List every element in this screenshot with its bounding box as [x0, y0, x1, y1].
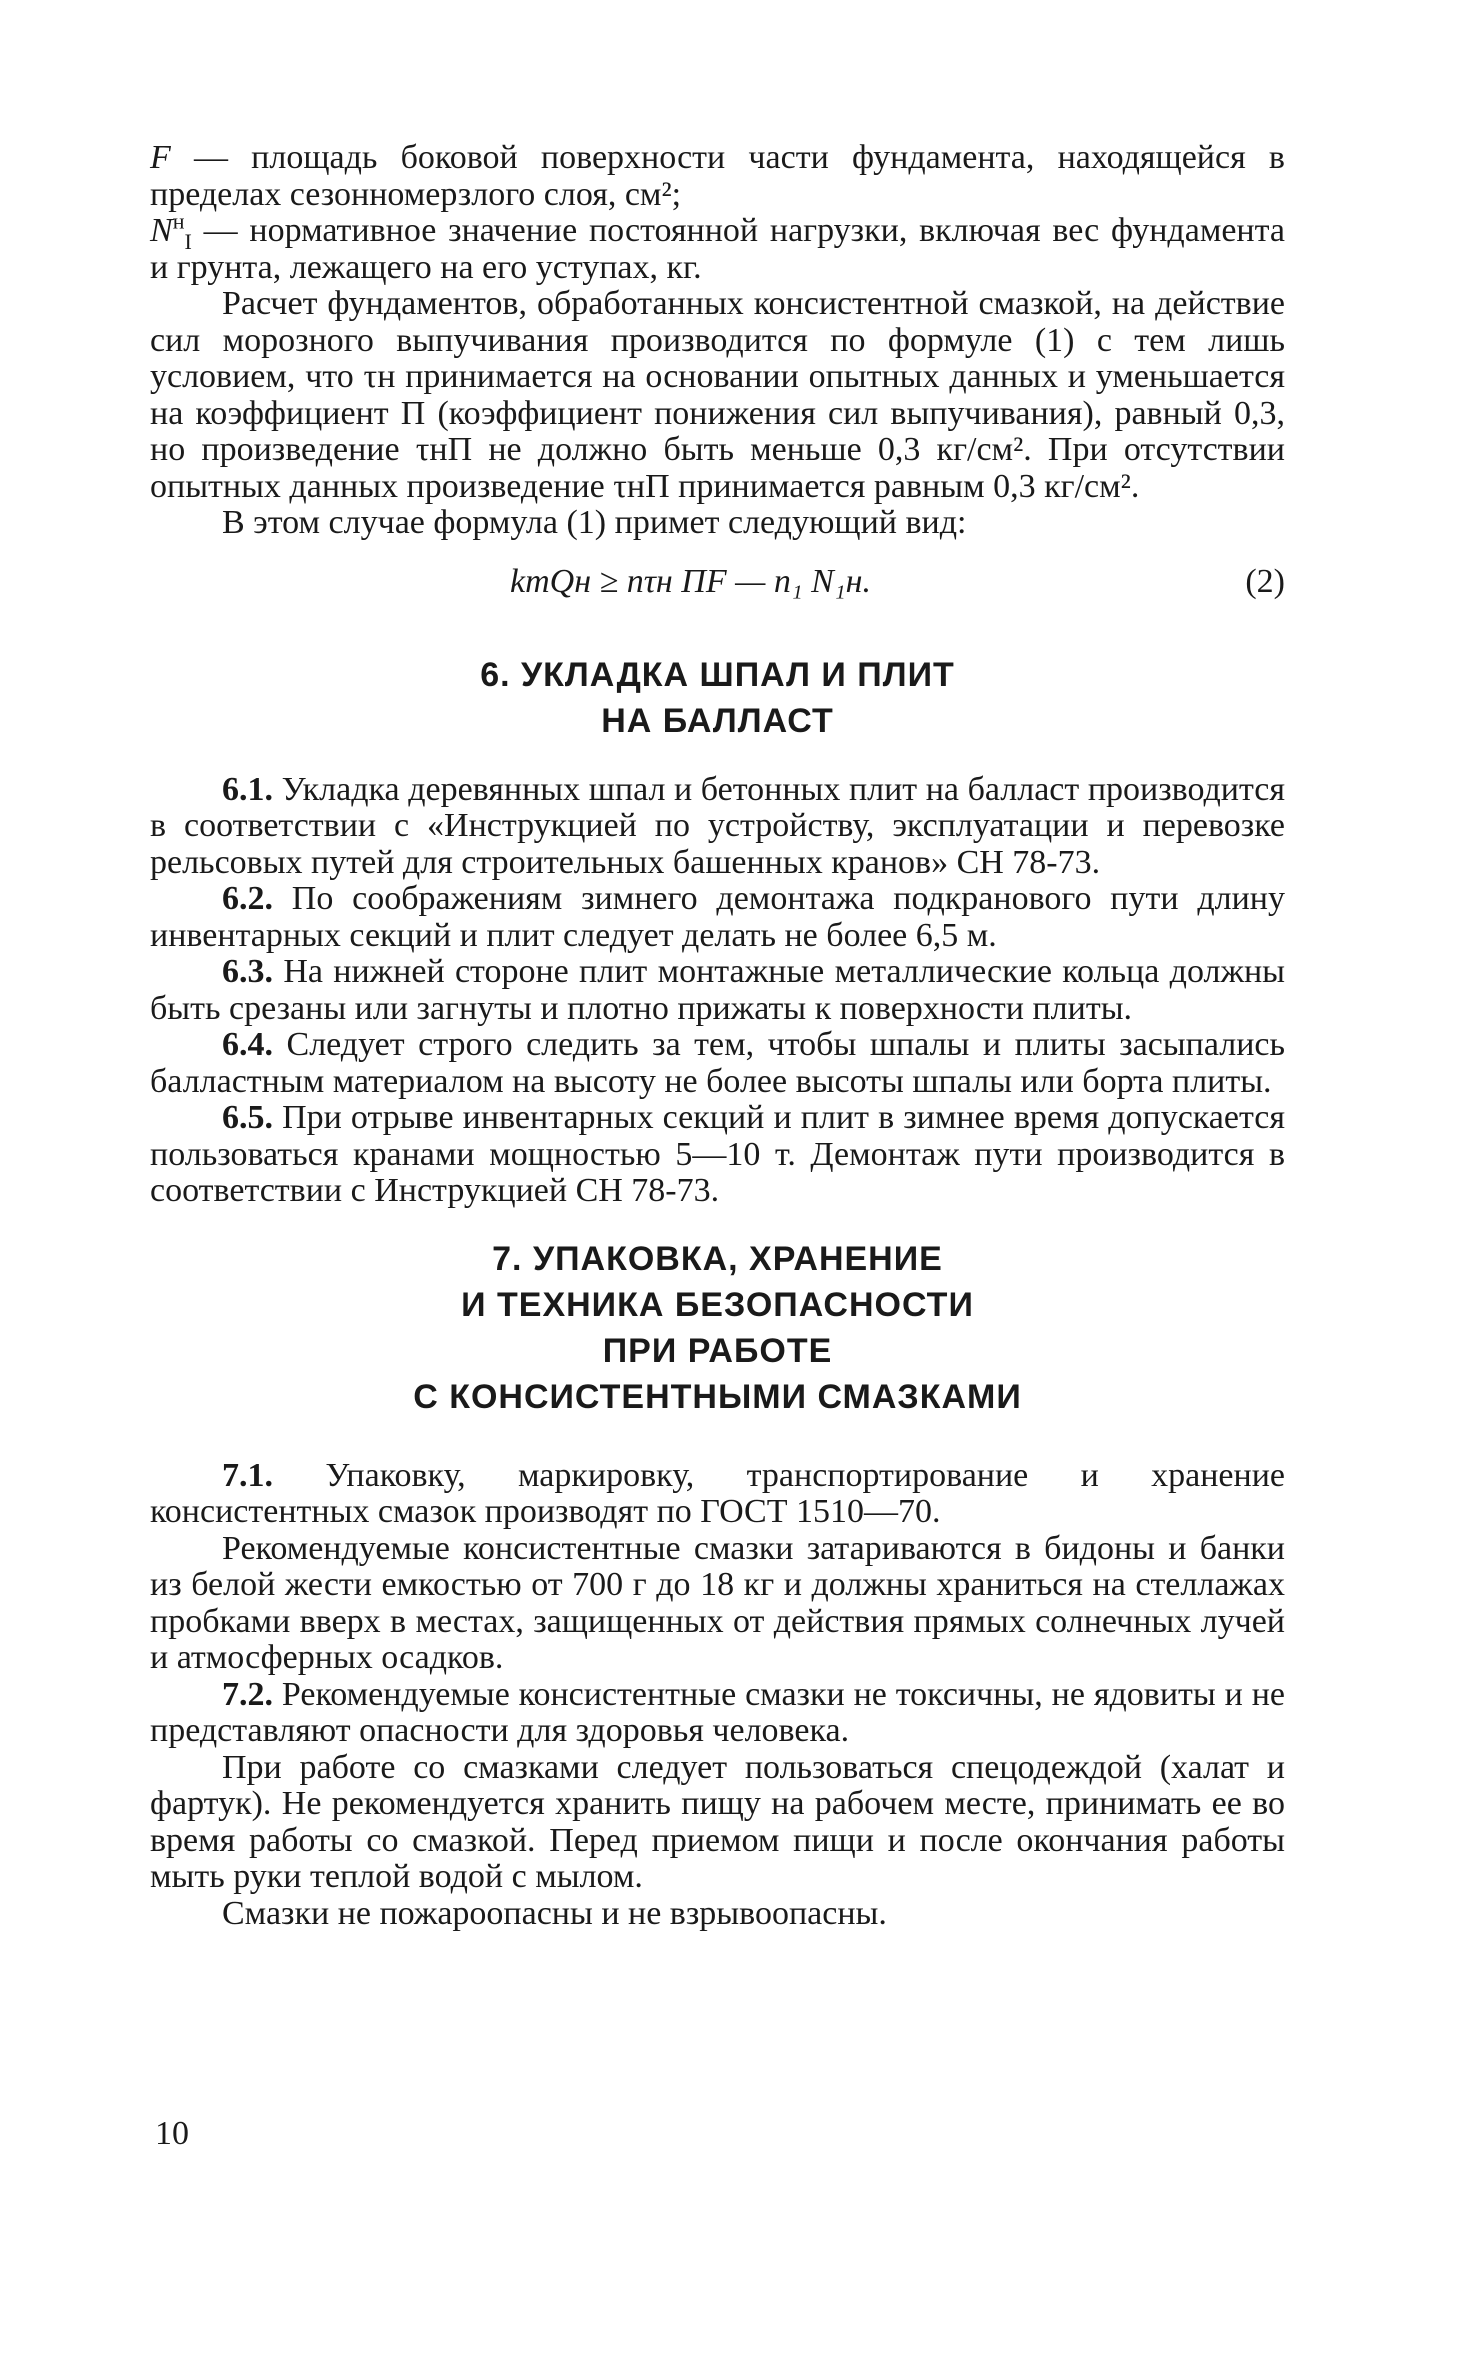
page-body [150, 140, 1285, 1932]
paragraph-formula-intro: В этом случае формула (1) примет следующий вид: [222, 504, 967, 541]
definition-n-text: — нормативное значение постоянной нагрузки, включая вес фундамента и грунта, лежащего на его уступах, кг. [150, 212, 1285, 286]
paragraph-7-1-text: Упаковку, маркировку, транспортирование и хранение консистентных смазок производят по ГОСТ 1510—70. [150, 1456, 1285, 1530]
paragraph-6-4-number: 6.4. [222, 1026, 273, 1063]
paragraph-6-4-text: Следует строго следить за тем, чтобы шпалы и плиты засыпались балластным материалом на высоту не более высоты шпалы или борта плиты. [150, 1026, 1285, 1100]
section-7-heading-line-3: ПРИ РАБОТЕ [602, 1331, 833, 1370]
definition-f [150, 140, 1285, 213]
symbol-n: N [150, 212, 173, 249]
paragraph-6-5 [150, 1100, 1285, 1210]
paragraph-6-2-text: По соображениям зимнего демонтажа подкранового пути длину инвентарных секций и плит следует делать не более 6,5 м. [150, 880, 1285, 954]
section-7-heading-line-2: И ТЕХНИКА БЕЗОПАСНОСТИ [461, 1285, 974, 1324]
paragraph-7-1-storage: Рекомендуемые консистентные смазки затариваются в бидоны и банки из белой жести емкостью от 700 г до 18 кг и должны храниться на стеллажах пробками вверх в местах, защищенных от действия прямых солнечных лучей и атмосферных осадков. [150, 1529, 1285, 1676]
paragraph-6-5-text: При отрыве инвентарных секций и плит в зимнее время допускается пользоваться кранами мощностью 5—10 т. Демонтаж пути производится в соответствии с Инструкцией СН 78-73. [150, 1099, 1285, 1209]
paragraph-7-2 [150, 1677, 1285, 1750]
paragraph-7-1 [150, 1458, 1285, 1531]
section-7-heading [150, 1236, 1285, 1420]
page-number: 10 [155, 2115, 189, 2152]
formula-number: (2) [1245, 562, 1285, 600]
paragraph-7-1-number: 7.1. [222, 1456, 273, 1494]
paragraph-6-2-number: 6.2. [222, 880, 273, 917]
paragraph-calc-intro: Расчет фундаментов, обработанных консистентной смазкой, на действие сил морозного выпучивания производится по формуле (1) с тем лишь условием, что τн принимается на основании опытных данных и уменьшается на коэффициент П (коэффициент понижения сил выпучивания), равный 0,3, но произведение τнП не должно быть меньше 0,3 кг/см². При отсутствии опытных данных произведение τнП принимается равным 0,3 кг/см². [150, 285, 1285, 505]
paragraph-6-2 [150, 881, 1285, 954]
section-7-heading-line-4: С КОНСИСТЕНТНЫМИ СМАЗКАМИ [413, 1377, 1022, 1416]
section-6-heading-line-1: 6. УКЛАДКА ШПАЛ И ПЛИТ [480, 655, 955, 694]
symbol-f: F [150, 139, 171, 176]
section-6-heading [150, 652, 1285, 744]
paragraph-6-1-number: 6.1. [222, 770, 273, 808]
definition-n [150, 208, 1285, 286]
paragraph-6-3 [150, 954, 1285, 1027]
paragraph-7-2-fire-safety: Смазки не пожароопасны и не взрывоопасны. [222, 1894, 887, 1932]
paragraph-7-2-workwear: При работе со смазками следует пользоваться спецодеждой (халат и фартук). Не рекомендуется хранить пищу на рабочем месте, принимать ее во время работы со смазкой. Перед приемом пищи и после окончания работы мыть руки теплой водой с мылом. [150, 1748, 1285, 1895]
formula-expression: kmQн ≥ nτн ПF — n₁ N₁н. [510, 562, 872, 600]
section-6-heading-line-2: НА БАЛЛАСТ [601, 701, 834, 740]
paragraph-7-2-number: 7.2. [222, 1675, 273, 1713]
paragraph-7-2-text: Рекомендуемые консистентные смазки не токсичны, не ядовиты и не представляют опасности для здоровья человека. [150, 1675, 1285, 1749]
paragraph-6-1-text: Укладка деревянных шпал и бетонных плит на балласт производится в соответствии с «Инструкцией по устройству, эксплуатации и перевозке рельсовых путей для строительных башенных кранов» СН 78-73. [150, 770, 1285, 881]
symbol-n-sub: I [184, 228, 192, 254]
formula-2 [150, 564, 1285, 616]
definition-f-text: — площадь боковой поверхности части фундамента, находящейся в пределах сезонномерзлого слоя, см²; [150, 139, 1285, 213]
paragraph-6-5-number: 6.5. [222, 1099, 273, 1136]
paragraph-6-3-text: На нижней стороне плит монтажные металлические кольца должны быть срезаны или загнуты и плотно прижаты к поверхности плиты. [150, 953, 1285, 1027]
section-7-heading-line-1: 7. УПАКОВКА, ХРАНЕНИЕ [492, 1239, 943, 1278]
paragraph-6-4 [150, 1027, 1285, 1100]
paragraph-6-3-number: 6.3. [222, 953, 273, 990]
symbol-n-sup: н [172, 208, 185, 234]
paragraph-6-1 [150, 772, 1285, 882]
